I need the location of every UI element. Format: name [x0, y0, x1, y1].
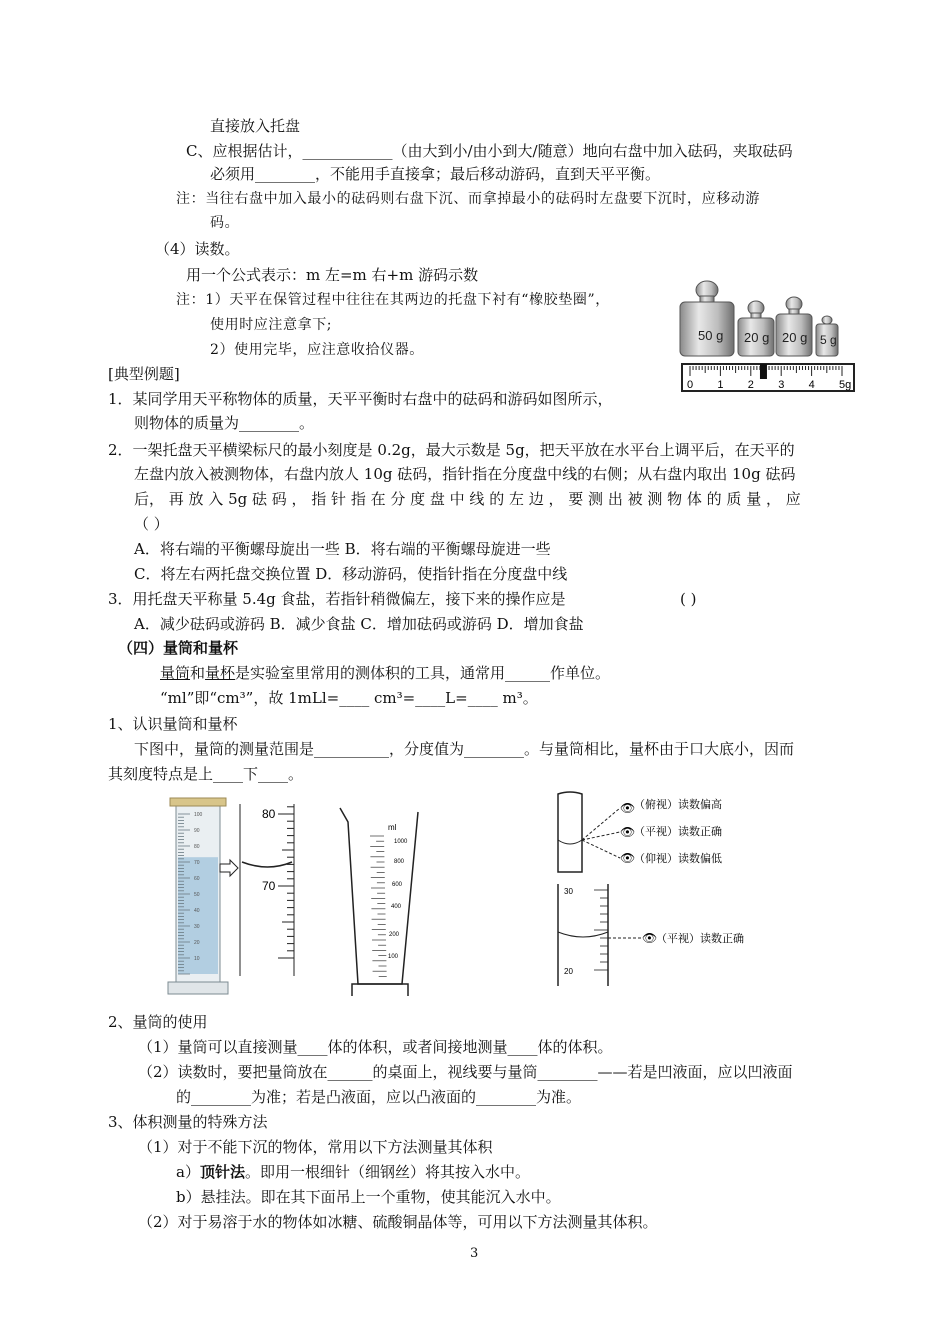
- eye-icon: 👁: [620, 801, 636, 815]
- note-line: 码。: [210, 215, 240, 231]
- weight-label: 20 g: [744, 330, 770, 345]
- cylinder-number: 100: [194, 812, 203, 818]
- intro-line: [160, 663, 610, 683]
- method-name: 顶针法: [199, 1163, 245, 1181]
- list-marker: a）: [176, 1163, 200, 1181]
- question-3-options: A．减少砝码或游码 B．减少食盐 C．增加砝码或游码 D．增加食盐: [134, 615, 584, 633]
- question-2: 左盘内放入被测物体，右盘内放人 10g 砝码，指针指在分度盘中线的右侧；从右盘内取出 10g 砝码: [134, 465, 796, 483]
- subsection-title: 2、量筒的使用: [108, 1013, 208, 1031]
- eye-icon: 👁: [620, 851, 636, 865]
- method-desc: 。即用一根细针（细钢丝）将其按入水中。: [244, 1163, 530, 1181]
- weight-20g: [776, 297, 812, 356]
- text-line: b）悬挂法。即在其下面吊上一个重物，使其能沉入水中。: [176, 1188, 561, 1206]
- rider-scale: [682, 364, 854, 391]
- term-cylinder: 量筒: [160, 664, 191, 682]
- answer-bracket: ( ): [680, 590, 697, 608]
- section-heading: [典型例题]: [108, 365, 180, 383]
- scale-number: 0: [687, 379, 694, 391]
- unit-conversion: “ml”即“cm³”，故 1mLl=____ cm³=____L=____ m³。: [160, 689, 538, 707]
- meniscus: [242, 862, 292, 867]
- scale-number: 4: [808, 379, 815, 391]
- scale-label: 20: [564, 967, 573, 976]
- question-2: 2．一架托盘天平横梁标尺的最小刻度是 0.2g，最大示数是 5g，把天平放在水平台上调平后，在天平的: [108, 441, 795, 459]
- intro-rest: 是实验室里常用的测体积的工具，通常用______作单位。: [235, 664, 611, 682]
- cylinder-number: 50: [194, 892, 200, 898]
- note-line: 使用时应注意拿下;: [210, 317, 333, 333]
- beaker-label: 400: [391, 904, 402, 910]
- cylinder-figure: [164, 796, 310, 1001]
- text-line: 直接放入托盘: [210, 117, 301, 135]
- view-label: （俯视）读数偏高: [634, 799, 722, 811]
- scale-number: 2: [747, 379, 754, 391]
- unit-label: ml: [388, 823, 397, 832]
- cylinder-number: 70: [194, 860, 200, 866]
- conjunction: 和: [190, 664, 206, 682]
- text-line: （1）对于不能下沉的物体，常用以下方法测量其体积: [138, 1138, 493, 1156]
- beaker-label: 200: [389, 932, 400, 938]
- beaker-label: 600: [392, 882, 403, 888]
- pointer-arrow-icon: [220, 860, 238, 876]
- view-label: （平视）读数正确: [656, 933, 744, 945]
- reading-figure: [550, 790, 790, 990]
- beaker-label: 100: [388, 954, 399, 960]
- cylinder-number: 60: [194, 876, 200, 882]
- lower-scale: [594, 890, 608, 970]
- weight-label: 5 g: [820, 333, 837, 347]
- question-3: 3．用托盘天平称量 5.4g 食盐，若指针稍微偏左，接下来的操作应是: [108, 590, 566, 608]
- cylinder-number: 20: [194, 940, 200, 946]
- text-line: C、应根据估计，____________（由大到小/由小到大/随意）地向右盘中加入砝码，夹取砝码: [186, 142, 793, 160]
- note-line: 注：1）天平在保管过程中往往在其两边的托盘下衬有“橡胶垫圈”，: [176, 292, 610, 308]
- weight-label: 20 g: [782, 330, 808, 345]
- scale-number: 3: [778, 379, 785, 391]
- subsection-title: 3、体积测量的特殊方法: [108, 1113, 268, 1131]
- beaker-figure: [336, 806, 426, 1002]
- weight-50g: [680, 281, 734, 356]
- text-line: （2）读数时，要把量筒放在______的桌面上，视线要与量筒________——若是凹液面，应以凹液面: [138, 1063, 793, 1081]
- scale-label: 70: [262, 879, 276, 893]
- scale-number: 5g: [839, 379, 852, 391]
- text-line: 必须用________，不能用手直接拿；最后移动游码，直到天平平衡。: [210, 165, 661, 183]
- zoom-scale: [278, 807, 294, 958]
- note-line: 2）使用完毕，应注意收拾仪器。: [210, 342, 424, 358]
- question-2-options: C．将左右两托盘交换位置 D．移动游码，使指针指在分度盘中线: [134, 565, 568, 583]
- text-line: [176, 1162, 530, 1182]
- text-line: 下图中，量筒的测量范围是__________，分度值为________。与量筒相比，量杯由于口大底小，因而: [134, 740, 795, 758]
- subsection-title: 1、认识量筒和量杯: [108, 715, 238, 733]
- note-line: 注：当往右盘中加入最小的砝码则右盘下沉、而拿掉最小的砝码时左盘要下沉时，应移动游: [176, 191, 760, 207]
- cylinder-number: 90: [194, 828, 200, 834]
- text-line: 其刻度特点是上____下____。: [108, 765, 304, 783]
- eye-icon: 👁: [620, 825, 636, 839]
- text-line: （1）量筒可以直接测量____体的体积，或者间接地测量____体的体积。: [138, 1038, 613, 1056]
- weights-figure: [676, 268, 860, 398]
- rider: [760, 364, 767, 379]
- view-label: （平视）读数正确: [634, 826, 722, 838]
- cylinder-number: 80: [194, 844, 200, 850]
- question-1: 1．某同学用天平称物体的质量，天平平衡时右盘中的砝码和游码如图所示，: [108, 390, 613, 408]
- eye-icon: 👁: [642, 931, 658, 945]
- scale-label: 30: [564, 887, 573, 896]
- beaker-label: 800: [394, 859, 405, 865]
- section-title: （四）量筒和量杯: [118, 639, 239, 657]
- beaker-outline: [340, 808, 418, 984]
- text-line: （2）对于易溶于水的物体如冰糖、硫酸铜晶体等，可用以下方法测量其体积。: [138, 1213, 658, 1231]
- beaker-scale: [370, 836, 387, 976]
- scale-number: 1: [717, 379, 724, 391]
- term-beaker: 量杯: [205, 664, 236, 682]
- weight-20g: [738, 301, 774, 356]
- question-2: 后， 再 放 入 5g 砝 码 ， 指 针 指 在 分 度 盘 中 线 的 左 边 ， 要 测 出 被 测 物 体 的 质 量 ， 应: [134, 490, 801, 508]
- beaker-label: 1000: [394, 839, 408, 845]
- scale-label: 80: [262, 807, 276, 821]
- cylinder-number: 10: [194, 956, 200, 962]
- text-line: （4）读数。: [155, 240, 240, 258]
- view-label: （仰视）读数偏低: [634, 853, 722, 865]
- formula-line: 用一个公式表示：m 左=m 右+m 游码示数: [186, 266, 479, 284]
- question-2-options: A．将右端的平衡螺母旋出一些 B．将右端的平衡螺母旋进一些: [134, 540, 551, 558]
- cylinder-number: 40: [194, 908, 200, 914]
- weight-label: 50 g: [698, 328, 724, 343]
- question-1: 则物体的质量为________。: [134, 414, 315, 432]
- question-2: （ ）: [134, 515, 169, 533]
- text-line: 的________为准；若是凸液面，应以凸液面的________为准。: [176, 1088, 582, 1106]
- weight-5g: [816, 316, 838, 356]
- cylinder-number: 30: [194, 924, 200, 930]
- page-number: 3: [470, 1246, 479, 1261]
